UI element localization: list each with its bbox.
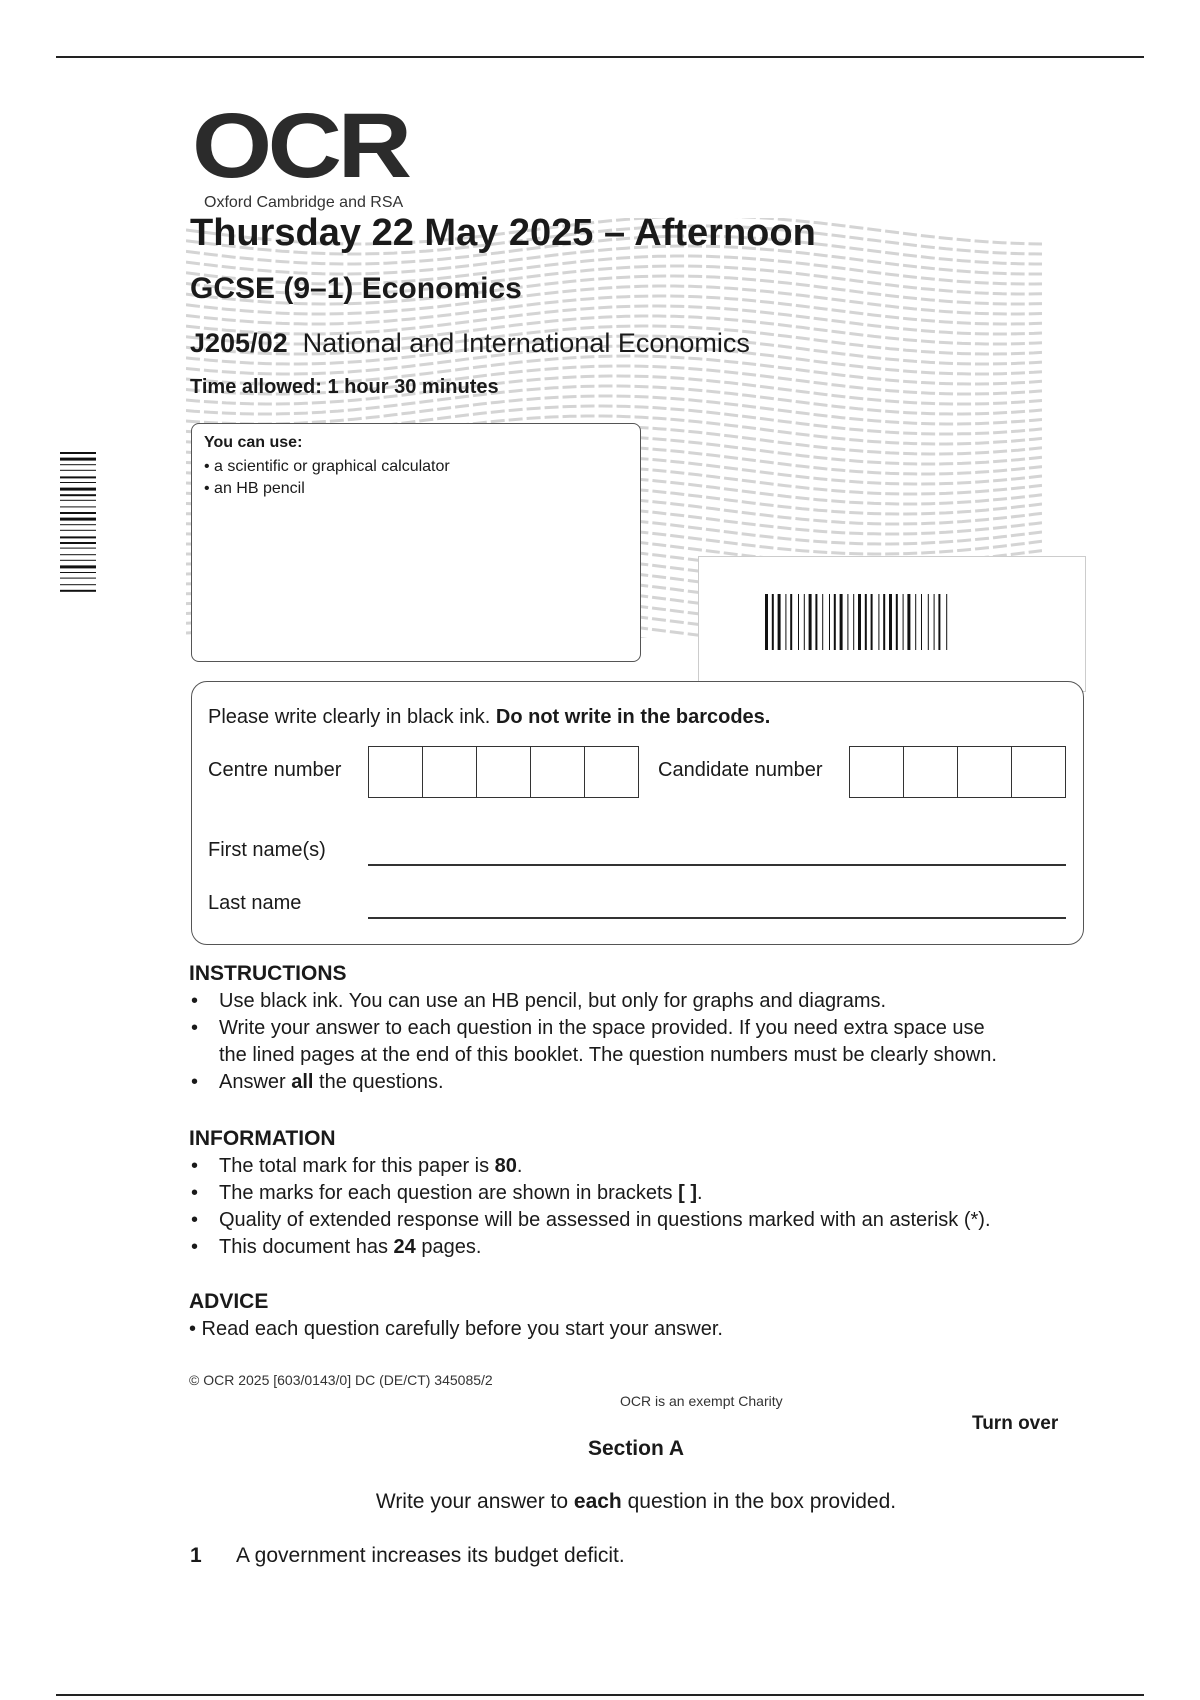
centre-number-label: Centre number xyxy=(208,759,342,781)
exam-barcode xyxy=(699,557,1085,691)
first-name-label: First name(s) xyxy=(208,839,326,861)
exam-date: Thursday 22 May 2025 – Afternoon xyxy=(190,212,816,254)
ink-instruction: Please write clearly in black ink. Do not write in the barcodes. xyxy=(208,706,771,728)
instructions-heading: INSTRUCTIONS xyxy=(189,962,347,985)
ocr-logo-subtitle: Oxford Cambridge and RSA xyxy=(204,194,404,211)
charity-notice: OCR is an exempt Charity xyxy=(620,1393,783,1409)
bottom-rule xyxy=(56,1694,1144,1696)
ocr-logo: OCR xyxy=(192,95,408,197)
top-rule xyxy=(56,56,1144,58)
section-a-title: Section A xyxy=(587,1437,685,1460)
last-name-label: Last name xyxy=(208,892,302,914)
advice-heading: ADVICE xyxy=(189,1290,269,1313)
information-heading: INFORMATION xyxy=(189,1127,336,1150)
time-allowed: Time allowed: 1 hour 30 minutes xyxy=(190,376,499,398)
information-item: • The marks for each question are shown in brackets [ ]. xyxy=(189,1180,1089,1207)
question-text: A government increases its budget deficit. xyxy=(236,1544,625,1567)
centre-number-field[interactable] xyxy=(368,746,639,798)
candidate-number-label: Candidate number xyxy=(658,759,823,781)
first-name-field[interactable] xyxy=(368,864,1066,866)
candidate-number-field[interactable] xyxy=(849,746,1066,798)
copyright-notice: © OCR 2025 [603/0143/0] DC (DE/CT) 345085/2 xyxy=(189,1372,493,1388)
turn-over-label: Turn over xyxy=(972,1413,1059,1434)
question-number: 1 xyxy=(190,1544,202,1567)
candidate-details-box xyxy=(191,681,1084,945)
advice-item: • Read each question carefully before you start your answer. xyxy=(189,1318,723,1340)
paper-name: National and International Economics xyxy=(302,328,750,358)
information-item: • The total mark for this paper is 80. xyxy=(189,1153,1089,1180)
exam-subject: GCSE (9–1) Economics xyxy=(190,272,522,305)
instruction-item: • Answer all the questions. xyxy=(189,1069,1089,1096)
side-barcode xyxy=(56,452,100,624)
information-item: • Quality of extended response will be assessed in questions marked with an asterisk (*). xyxy=(189,1207,1089,1234)
equipment-heading: You can use: xyxy=(204,434,303,451)
paper-title xyxy=(190,328,750,359)
instructions-section xyxy=(189,962,1089,1096)
paper-code: J205/02 xyxy=(190,328,288,358)
equipment-item: • a scientific or graphical calculator xyxy=(204,458,450,475)
barcode-panel xyxy=(698,556,1086,692)
instruction-item: • Write your answer to each question in the space provided. If you need extra space use the lined pages at the end of this booklet. The question numbers must be clearly shown. xyxy=(189,1015,1089,1069)
section-a-instruction: Write your answer to each question in the box provided. xyxy=(375,1490,897,1513)
equipment-item: • an HB pencil xyxy=(204,480,305,497)
equipment-box xyxy=(191,423,641,662)
information-section xyxy=(189,1127,1089,1261)
instruction-item: • Use black ink. You can use an HB pencil, but only for graphs and diagrams. xyxy=(189,988,1089,1015)
information-item: • This document has 24 pages. xyxy=(189,1234,1089,1261)
advice-section xyxy=(189,1290,1089,1343)
last-name-field[interactable] xyxy=(368,917,1066,919)
